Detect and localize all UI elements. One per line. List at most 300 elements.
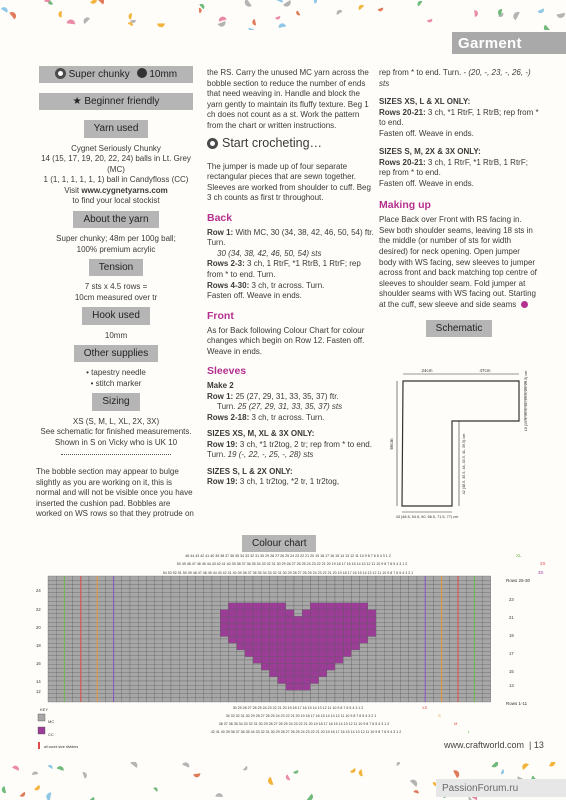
chart-cell <box>360 668 368 672</box>
chart-cell <box>392 601 400 605</box>
chart-cell <box>401 639 409 643</box>
chart-cell <box>335 689 343 693</box>
chart-cell <box>204 656 212 660</box>
chart-cell <box>81 694 89 698</box>
chart-cell <box>269 677 277 681</box>
chart-cell <box>245 673 253 677</box>
chart-cell <box>196 614 204 618</box>
confetti-piece <box>335 9 342 15</box>
heart-cell <box>294 650 302 657</box>
chart-cell <box>130 610 138 614</box>
chart-cell <box>171 694 179 698</box>
chart-cell <box>466 681 474 685</box>
chart-cell <box>97 593 105 597</box>
chart-cell <box>155 694 163 698</box>
chart-cell <box>261 673 269 677</box>
chart-cell <box>343 593 351 597</box>
confetti-piece <box>350 768 357 774</box>
chart-cell <box>466 652 474 656</box>
chart-cell <box>474 689 482 693</box>
chart-cell <box>335 589 343 593</box>
chart-cell <box>310 580 318 584</box>
chart-cell <box>146 589 154 593</box>
chart-cell <box>327 593 335 597</box>
chart-cell <box>425 668 433 672</box>
intro-text: the RS. Carry the unused MC yarn across the bobble section to reduce the number of ends that need weaving in. Handle and block the yarn gently to maintain its fluffy texture. Beg 1 ch does not count as a st. Work the pattern from the chart or written instructions. <box>207 68 369 130</box>
chart-cell <box>442 643 450 647</box>
chart-cell <box>237 664 245 668</box>
heart-cell <box>327 657 335 664</box>
making-up-text <box>379 215 539 310</box>
chart-cell <box>466 656 474 660</box>
chart-cell <box>409 694 417 698</box>
heart-cell <box>228 610 236 617</box>
chart-cell <box>220 643 228 647</box>
chart-cell <box>64 698 72 702</box>
chart-cell <box>450 673 458 677</box>
row-text: 3 ch, *1 RtrF, 1 RtrB; rep from * to end. <box>379 107 539 128</box>
row-label: Rows 4-30: <box>207 280 250 290</box>
chart-cell <box>343 580 351 584</box>
chart-cell <box>245 685 253 689</box>
chart-cell <box>171 622 179 626</box>
chart-cell <box>417 597 425 601</box>
chart-cell <box>64 647 72 651</box>
chart-cell <box>368 584 376 588</box>
chart-cell <box>163 593 171 597</box>
heart-cell <box>310 636 318 643</box>
chart-cell <box>114 639 122 643</box>
chart-cell <box>417 652 425 656</box>
chart-cell <box>376 660 384 664</box>
heart-cell <box>319 643 327 650</box>
chart-cell <box>122 601 130 605</box>
chart-cell <box>450 643 458 647</box>
chart-cell <box>319 685 327 689</box>
chart-cell <box>64 677 72 681</box>
chart-cell <box>73 668 81 672</box>
chart-cell <box>286 580 294 584</box>
chart-cell <box>483 584 491 588</box>
schem-sleeve-depth-label: 18 (19.5, 20.5, 22, 23.5, 25, 26.5) cm <box>524 370 528 432</box>
chart-cell <box>483 614 491 618</box>
chart-cell <box>81 668 89 672</box>
chart-cell <box>237 593 245 597</box>
chart-cell <box>401 652 409 656</box>
chart-cell <box>417 605 425 609</box>
chart-cell <box>138 660 146 664</box>
chart-cell <box>442 660 450 664</box>
chart-cell <box>163 677 171 681</box>
size-xl-label: XL <box>516 553 522 558</box>
chart-cell <box>319 589 327 593</box>
chart-cell <box>196 605 204 609</box>
chart-cell <box>376 589 384 593</box>
chart-cell <box>212 673 220 677</box>
chart-cell <box>335 694 343 698</box>
chart-cell <box>48 635 56 639</box>
chart-cell <box>138 589 146 593</box>
chart-cell <box>278 597 286 601</box>
chart-cell <box>196 643 204 647</box>
chart-cell <box>425 580 433 584</box>
yarn-used-heading: Yarn used <box>84 120 149 137</box>
chart-cell <box>171 652 179 656</box>
chart-cell <box>409 614 417 618</box>
heart-cell <box>253 610 261 617</box>
chart-cell <box>73 652 81 656</box>
chart-cell <box>433 626 441 630</box>
chart-cell <box>220 673 228 677</box>
chart-cell <box>458 639 466 643</box>
chart-cell <box>458 580 466 584</box>
turn-label: Turn. <box>217 402 236 412</box>
chart-cell <box>442 601 450 605</box>
chart-cell <box>97 647 105 651</box>
chart-cell <box>155 589 163 593</box>
chart-cell <box>114 694 122 698</box>
chart-cell <box>474 622 482 626</box>
chart-cell <box>384 576 392 580</box>
chart-cell <box>105 694 113 698</box>
chart-cell <box>425 584 433 588</box>
chart-cell <box>384 610 392 614</box>
chart-cell <box>392 589 400 593</box>
heart-cell <box>253 630 261 637</box>
confetti-piece <box>12 764 20 770</box>
chart-cell <box>122 576 130 580</box>
chart-cell <box>163 635 171 639</box>
chart-cell <box>351 698 359 702</box>
chart-cell <box>294 694 302 698</box>
level-badge <box>39 93 193 110</box>
chart-cell <box>48 652 56 656</box>
chart-cell <box>114 635 122 639</box>
chart-cell <box>171 589 179 593</box>
chart-cell <box>130 643 138 647</box>
heart-cell <box>302 636 310 643</box>
chart-cell <box>187 605 195 609</box>
chart-cell <box>483 589 491 593</box>
chart-cell <box>351 664 359 668</box>
chart-cell <box>163 584 171 588</box>
chart-cell <box>97 677 105 681</box>
chart-cell <box>89 647 97 651</box>
chart-cell <box>114 580 122 584</box>
chart-cell <box>417 689 425 693</box>
chart-cell <box>204 673 212 677</box>
chart-cell <box>335 597 343 601</box>
chart-cell <box>89 664 97 668</box>
chart-cell <box>138 580 146 584</box>
chart-cell <box>466 685 474 689</box>
chart-cell <box>474 681 482 685</box>
chart-cell <box>335 673 343 677</box>
chart-cell <box>302 694 310 698</box>
stitch-count: 25 (27, 29, 31, 33, 35, 37) sts <box>237 402 343 412</box>
fasten-a: Fasten off. Weave in ends. <box>379 128 474 138</box>
chart-cell <box>212 614 220 618</box>
chart-cell <box>130 631 138 635</box>
chart-cell <box>466 643 474 647</box>
chart-cell <box>48 610 56 614</box>
chart-cell <box>474 614 482 618</box>
chart-cell <box>171 639 179 643</box>
chart-cell <box>56 643 64 647</box>
row-text: With MC, 30 (34, 38, 42, 46, 50, 54) ftr. Turn. <box>207 227 374 248</box>
chart-cell <box>384 614 392 618</box>
chart-cell <box>392 618 400 622</box>
chart-cell <box>187 639 195 643</box>
chart-cell <box>269 689 277 693</box>
confetti-piece <box>538 8 546 14</box>
chart-cell <box>64 652 72 656</box>
chart-cell <box>425 635 433 639</box>
sleeves-heading: Sleeves <box>207 365 247 378</box>
heart-cell <box>269 616 277 623</box>
heart-cell <box>360 636 368 643</box>
sleeves-row1 <box>207 392 375 403</box>
chart-cell <box>130 668 138 672</box>
chart-cell <box>196 647 204 651</box>
chart-cell <box>171 668 179 672</box>
heart-cell <box>343 650 351 657</box>
chart-cell <box>335 664 343 668</box>
confetti-piece <box>157 23 165 27</box>
chart-cell <box>196 576 204 580</box>
heart-cell <box>343 610 351 617</box>
chart-cell <box>163 694 171 698</box>
chart-cell <box>97 580 105 584</box>
chart-cell <box>163 601 171 605</box>
row-num-left: 16 <box>36 661 41 666</box>
chart-cell <box>237 576 245 580</box>
chart-cell <box>417 668 425 672</box>
chart-cell <box>401 593 409 597</box>
confetti-piece <box>307 794 315 800</box>
chart-cell <box>450 639 458 643</box>
chart-cell <box>442 635 450 639</box>
chart-cell <box>433 681 441 685</box>
chart-cell <box>417 589 425 593</box>
chart-cell <box>360 698 368 702</box>
confetti-piece <box>82 16 90 24</box>
chart-cell <box>401 597 409 601</box>
chart-cell <box>417 647 425 651</box>
chart-cell <box>351 593 359 597</box>
heart-cell <box>343 616 351 623</box>
about-yarn-text <box>36 234 196 255</box>
chart-cell <box>483 622 491 626</box>
chart-cell <box>171 631 179 635</box>
chart-cell <box>179 601 187 605</box>
chart-cell <box>384 597 392 601</box>
chart-cell <box>155 685 163 689</box>
confetti-piece <box>1 786 6 794</box>
chart-cell <box>155 681 163 685</box>
heart-cell <box>310 603 318 610</box>
confetti-piece <box>501 769 505 775</box>
yarn-url-link[interactable]: www.cygnetyarns.com <box>81 185 168 195</box>
chart-cell <box>105 677 113 681</box>
chart-cell <box>442 584 450 588</box>
chart-cell <box>442 631 450 635</box>
chart-cell <box>237 597 245 601</box>
chart-cell <box>130 584 138 588</box>
chart-cell <box>187 681 195 685</box>
chart-cell <box>384 589 392 593</box>
chart-cell <box>269 576 277 580</box>
chart-cell <box>212 689 220 693</box>
heart-cell <box>269 630 277 637</box>
chart-cell <box>196 622 204 626</box>
chart-cell <box>56 685 64 689</box>
confetti-piece <box>67 19 76 24</box>
chart-cell <box>458 626 466 630</box>
size-s-label: S <box>438 713 441 718</box>
chart-cell <box>122 664 130 668</box>
chart-cell <box>179 639 187 643</box>
chart-cell <box>89 689 97 693</box>
confetti-piece <box>278 23 286 28</box>
chart-cell <box>474 652 482 656</box>
chart-cell <box>335 576 343 580</box>
chart-cell <box>196 668 204 672</box>
chart-cell <box>56 631 64 635</box>
heart-cell <box>335 643 343 650</box>
chart-cell <box>48 664 56 668</box>
chart-cell <box>204 576 212 580</box>
row-label: Row 19: <box>207 439 238 449</box>
chart-cell <box>401 689 409 693</box>
chart-cell <box>212 668 220 672</box>
chart-cell <box>48 685 56 689</box>
confetti-piece <box>218 21 227 28</box>
chart-cell <box>417 660 425 664</box>
chart-cell <box>155 584 163 588</box>
chart-cell <box>155 605 163 609</box>
chart-cell <box>351 668 359 672</box>
chart-cell <box>228 685 236 689</box>
chart-cell <box>196 656 204 660</box>
chart-cell <box>302 593 310 597</box>
heart-cell <box>278 610 286 617</box>
chart-cell <box>146 689 154 693</box>
chart-count-row-l: 42 41 40 39 38 37 36 35 34 33 32 31 30 29 28 27 26 25 24 23 22 21 20 19 18 17 16 15 14 13 12 11 10 9 8 7 6 5 4 3 1 2 <box>210 730 402 734</box>
chart-cell <box>73 664 81 668</box>
chart-cell <box>89 576 97 580</box>
chart-cell <box>212 589 220 593</box>
chart-count-row-3x: 54 53 52 51 50 49 48 47 46 45 44 43 42 41 40 39 38 37 36 35 34 33 32 31 30 29 28 27 26 25 24 23 22 21 20 19 18 17 16 15 14 13 12 11 10 9 8 7 6 5 4 3 2 1 <box>162 571 414 575</box>
chart-cell <box>89 635 97 639</box>
chart-cell <box>105 580 113 584</box>
footer-url[interactable]: www.craftworld.com <box>444 740 525 750</box>
chart-cell <box>163 626 171 630</box>
chart-cell <box>48 626 56 630</box>
chart-cell <box>483 660 491 664</box>
size-xs-label: XS <box>422 705 428 710</box>
chart-cell <box>220 685 228 689</box>
heart-cell <box>302 670 310 677</box>
chart-cell <box>163 576 171 580</box>
chart-cell <box>376 677 384 681</box>
chart-cell <box>89 685 97 689</box>
chart-cell <box>442 689 450 693</box>
chart-cell <box>114 601 122 605</box>
chart-cell <box>122 635 130 639</box>
chart-cell <box>138 647 146 651</box>
chart-cell <box>433 580 441 584</box>
chart-cell <box>483 605 491 609</box>
chart-cell <box>56 647 64 651</box>
chart-cell <box>343 698 351 702</box>
chart-cell <box>433 660 441 664</box>
chart-cell <box>302 580 310 584</box>
heart-cell <box>302 630 310 637</box>
chart-cell <box>179 614 187 618</box>
yarn-line: 14 (15, 17, 19, 20, 22, 24) balls in Lt. Grey (MC) <box>41 154 191 174</box>
chart-cell <box>114 614 122 618</box>
heart-cell <box>245 630 253 637</box>
dotted-divider <box>61 454 171 455</box>
chart-cell <box>179 605 187 609</box>
chart-cell <box>450 597 458 601</box>
chart-cell <box>171 677 179 681</box>
chart-cell <box>450 677 458 681</box>
chart-cell <box>450 694 458 698</box>
chart-cell <box>483 643 491 647</box>
chart-cell <box>204 614 212 618</box>
tension-heading: Tension <box>89 259 143 276</box>
chart-cell <box>392 668 400 672</box>
chart-cell <box>253 681 261 685</box>
chart-cell <box>417 677 425 681</box>
chunky-badge <box>39 66 193 83</box>
chart-cell <box>483 580 491 584</box>
heart-cell <box>302 657 310 664</box>
rows-bottom-label: Rows 1-11 <box>506 701 528 706</box>
row-num-left: 20 <box>36 625 41 630</box>
chart-cell <box>73 622 81 626</box>
bobble-note: The bobble section may appear to bulge slightly as you are working on it, this is normal and will not be visible once you have inserted the cushion pad. Bobbles are worked on WS rows so that they protrude on <box>36 467 194 519</box>
chart-cell <box>130 614 138 618</box>
chart-cell <box>310 685 318 689</box>
chart-cell <box>253 584 261 588</box>
chart-cell <box>458 635 466 639</box>
chart-cell <box>261 689 269 693</box>
chart-cell <box>171 656 179 660</box>
chart-cell <box>146 605 154 609</box>
chart-cell <box>310 694 318 698</box>
heart-cell <box>310 623 318 630</box>
chart-cell <box>351 656 359 660</box>
chart-cell <box>294 597 302 601</box>
chart-cell <box>81 689 89 693</box>
chart-cell <box>458 685 466 689</box>
chart-cell <box>163 689 171 693</box>
cont-label: rep from * to end. Turn. - <box>379 68 467 77</box>
chart-cell <box>442 673 450 677</box>
chart-cell <box>417 673 425 677</box>
chart-cell <box>155 639 163 643</box>
chart-cell <box>179 580 187 584</box>
heart-cell <box>269 636 277 643</box>
chart-cell <box>294 589 302 593</box>
chart-cell <box>409 685 417 689</box>
chart-cell <box>122 614 130 618</box>
chart-cell <box>360 647 368 651</box>
middle-column <box>207 68 375 488</box>
